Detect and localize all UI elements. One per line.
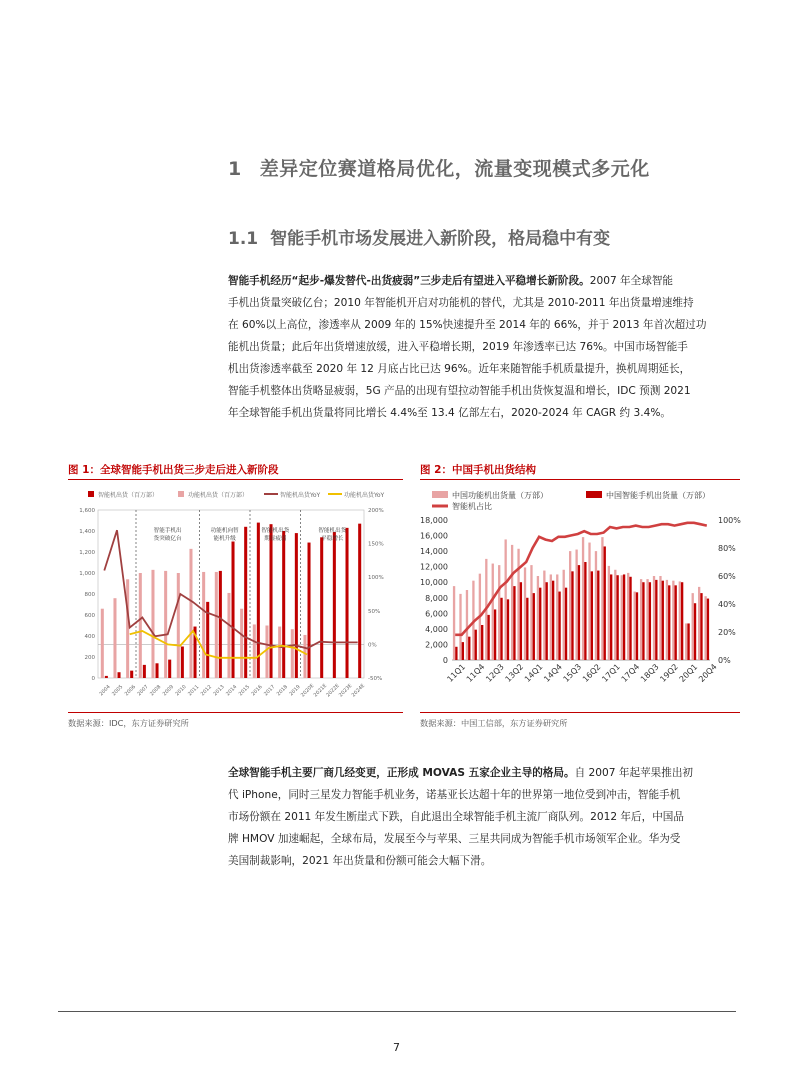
chart2-bar-feature [466,590,468,660]
chart1-bar-smartphone [282,531,285,678]
legend-swatch-feature-phone [178,491,184,497]
chart1-x-tick: 2004 [98,684,112,698]
chart1-right-tick: 200% [368,508,384,514]
paragraph-1 [228,270,738,424]
chart2-bar-feature [569,551,571,660]
chart2-bar-smart [623,574,625,660]
chart1-left-tick: 1,000 [79,571,95,577]
chart2-bar-feature [459,594,461,660]
figure-2-rule [420,479,740,480]
chart1-bar-feature-phone [139,573,142,678]
chart1-right-tick: -50% [368,676,383,682]
legend-label-smartphone-yoy: 智能机出货YoY [280,492,321,499]
chart2-bar-smart [494,609,496,660]
chart2-bar-smart [507,599,509,660]
chart2-bar-feature [608,566,610,660]
chart1-x-tick: 2019 [288,684,302,698]
chart2-x-tick: 17Q4 [619,662,642,684]
chart2-x-tick: 16Q2 [580,662,603,684]
chart1-x-tick: 2024E [350,682,367,699]
paragraph-1-lead: 智能手机经历“起步-爆发替代-出货疲弱”三步走后有望进入平稳增长新阶段。 [228,275,590,287]
chart1-left-tick: 800 [84,592,95,598]
chart1-x-tick: 2008 [149,684,163,698]
chart1-x-tick: 2020E [299,682,316,699]
chart2-x-tick: 17Q1 [600,662,622,684]
chart2-bar-feature [601,537,603,660]
chart2-x-tick: 20Q4 [697,662,719,684]
chart1-bar-smartphone [244,527,247,678]
chart2-bar-smart [610,574,612,660]
chart2-bar-smart [468,637,470,660]
chart2-bar-feature [666,580,668,660]
chart2-bar-feature [614,570,616,660]
chart2-bar-smart [475,630,477,660]
chart2-bar-feature [704,596,706,660]
chart1-x-tick: 2010 [174,684,188,698]
paragraph-1-line: 2007 年全球智能 [589,275,674,287]
chart2-bar-feature [530,565,532,660]
chart2-x-tick: 20Q1 [677,662,700,684]
figure-1-bottom-rule [68,712,403,713]
chart1-bar-smartphone [320,537,323,678]
paragraph-2-line: 代 iPhone，同时三星发力智能手机业务，诺基亚长达超十年的世界第一地位受到冲击，智能手机 [228,789,681,801]
chart2-bar-feature [692,593,694,660]
chart2-bar-smart [604,546,606,660]
chart1-left-tick: 600 [84,613,95,619]
chart1-x-tick: 2009 [161,684,175,698]
legend-label-cn-share: 智能机占比 [452,502,492,511]
chart2-x-tick: 11Q4 [464,662,487,684]
chart1-bar-feature-phone [278,627,281,678]
section-heading-1-number: 1 [228,158,242,180]
chart2-x-tick: 14Q1 [522,662,545,684]
chart2-right-tick: 40% [718,600,736,609]
footer-rule [58,1011,736,1012]
chart2-bar-feature [550,574,552,660]
chart1-right-tick: 0% [368,642,377,649]
section-heading-1 [228,154,650,181]
chart2-left-tick: 6,000 [425,609,448,619]
chart1-phase-label: 功能机向智能机升级 [210,528,239,542]
paragraph-2 [228,762,738,872]
chart2-bar-smart [616,575,618,660]
page-number: 7 [393,1041,400,1054]
chart2-x-tick: 19Q2 [658,662,680,684]
chart2-bar-smart [462,642,464,660]
chart2-bar-smart [700,593,702,660]
chart1-x-tick: 2018 [275,684,289,698]
chart2-bar-smart [687,623,689,660]
chart2-bar-smart [487,615,489,660]
chart2-bar-smart [707,599,709,660]
chart1-bar-feature-phone [291,629,294,678]
chart1-bar-smartphone [168,660,171,678]
chart2-bar-feature [653,576,655,660]
chart2-right-tick: 60% [718,572,736,581]
chart1-bar-smartphone [346,528,349,678]
chart1-bar-smartphone [270,524,273,678]
chart1-bar-feature-phone [151,570,154,678]
chart2-bar-feature [511,545,513,660]
chart2-bar-smart [539,588,541,660]
chart1-bar-feature-phone [101,609,104,678]
chart2-left-tick: 12,000 [420,562,448,572]
chart2-legend [432,490,710,511]
section-heading-1-1-number: 1.1 [228,229,259,249]
chart2-bar-feature [685,623,687,660]
chart1-right-tick: 100% [368,575,384,582]
chart2-bar-feature [575,550,577,660]
chart1-phase-label: 智能手机出货突破亿台 [153,528,182,542]
chart2-bar-smart [668,585,670,660]
chart1-bar-feature-phone [265,626,268,679]
chart1-bar-smartphone [219,571,222,678]
chart1-bar-feature-phone [113,598,116,678]
chart2-bar-smart [500,598,502,660]
chart2-bar-feature [453,586,455,660]
chart1-bar-feature-phone [240,609,243,678]
chart2-right-tick: 80% [718,544,736,553]
chart1-bar-feature-phone [202,572,205,678]
legend-swatch-cn-smart [586,491,602,498]
chart2-bar-smart [546,582,548,660]
chart2-bar-feature [595,551,597,660]
figure-1-title: 图 1：全球智能手机出货三步走后进入新阶段 [68,464,279,476]
chart2-bar-smart [642,582,644,660]
legend-swatch-smartphone [88,491,94,497]
chart2-x-tick: 12Q3 [484,662,506,684]
chart1-bar-smartphone [333,532,336,678]
chart2-bar-feature [505,539,507,660]
chart1-phase-label: 智能机出货期显疲弱 [261,528,290,542]
chart1-bar-feature-phone [227,593,230,678]
chart2-bar-smart [578,565,580,660]
chart1-bar-feature-phone [253,624,256,678]
chart2-left-tick: 0 [442,656,448,665]
figure-2-chart [418,486,743,711]
chart2-bar-smart [481,625,483,660]
chart1-phase-label: 智能机出货平稳增长 [318,528,347,542]
chart2-bar-feature [679,581,681,660]
chart2-bar-feature [582,537,584,660]
chart1-x-tick: 2022E [325,682,341,699]
chart1-x-tick: 2021E [312,682,329,699]
chart2-bar-smart [662,581,664,660]
chart2-bar-feature [556,574,558,660]
chart1-x-tick: 2015 [237,684,251,698]
paragraph-2-lead: 全球智能手机主要厂商几经变更，正形成 MOVAS 五家企业主导的格局。 [228,767,575,779]
chart1-left-tick: 0 [91,676,95,682]
chart2-bar-feature [621,575,623,660]
chart2-bar-smart [597,571,599,660]
chart2-bar-smart [455,647,457,660]
paragraph-2-line: 牌 HMOV 加速崛起，全球布局，发展至今与苹果、三星共同成为智能手机市场领军企业。华为受 [228,833,681,845]
chart1-bar-smartphone [295,533,298,678]
paragraph-1-line: 手机出货量突破亿台；2010 年智能机开启对功能机的替代，尤其是 2010-2011 年出货量增速维持 [228,297,694,309]
chart1-bar-smartphone [358,524,361,678]
figure-1-chart [66,486,406,711]
chart2-bar-feature [524,567,526,660]
chart2-bar-smart [533,593,535,660]
chart1-bar-feature-phone [189,549,192,678]
chart1-x-tick: 2011 [187,684,201,698]
chart1-left-tick: 200 [84,655,95,661]
chart2-bar-smart [694,603,696,660]
legend-label-cn-smart: 中国智能手机出货量（万部） [606,491,710,500]
chart1-x-tick: 2016 [250,684,264,698]
chart2-bar-smart [629,577,631,660]
chart1-right-tick: 50% [368,608,381,615]
chart1-left-tick: 400 [84,634,95,640]
chart2-bar-feature [646,579,648,660]
chart1-x-tick: 2023E [337,682,354,699]
chart1-bar-feature-phone [126,579,129,678]
chart2-bar-feature [563,570,565,660]
chart2-bar-smart [591,571,593,660]
chart2-x-tick: 14Q4 [542,662,564,684]
chart2-right-tick: 100% [718,516,741,525]
paragraph-1-line: 能机出货量；此后年出货增速放缓，进入平稳增长期，2019 年渗透率已达 76%。中国市场智能手 [228,341,688,353]
legend-label-smartphone: 智能机出货（百万部） [98,492,159,499]
chart2-bar-smart [513,586,515,660]
chart2-bar-feature [492,564,494,660]
chart2-bar-feature [517,549,519,660]
chart2-bar-feature [634,592,636,660]
legend-swatch-cn-feature [432,491,448,498]
chart1-x-tick: 2013 [212,684,226,698]
chart2-bar-smart [649,582,651,660]
chart2-bar-feature [537,576,539,660]
chart2-bar-feature [672,581,674,660]
chart2-left-tick: 14,000 [420,547,448,557]
chart2-left-tick: 2,000 [425,640,448,650]
section-heading-1-text: 差异定位赛道格局优化，流量变现模式多元化 [259,158,650,180]
chart1-x-tick: 2006 [123,684,137,698]
chart2-bar-feature [640,579,642,660]
chart2-left-tick: 10,000 [420,578,448,588]
chart1-right-tick: 150% [368,541,384,548]
figure-2-bottom-rule [420,712,740,713]
chart2-bar-smart [681,582,683,660]
chart2-bar-smart [552,581,554,660]
chart1-left-tick: 1,400 [79,529,95,535]
chart2-bar-smart [675,585,677,660]
chart2-left-tick: 4,000 [425,624,448,634]
chart1-x-tick: 2007 [136,684,150,698]
chart1-bar-smartphone [181,647,184,679]
chart1-bar-smartphone [105,676,108,678]
chart2-x-tick: 15Q3 [561,662,584,684]
paragraph-1-line: 年全球智能手机出货量将同比增长 4.4%至 13.4 亿部左右，2020-2024 年 CAGR 约 3.4%。 [228,407,672,419]
chart2-bar-smart [636,592,638,660]
paragraph-2-line: 美国制裁影响，2021 年出货量和份额可能会大幅下滑。 [228,855,492,867]
chart1-bar-feature-phone [215,572,218,678]
chart2-x-tick: 11Q1 [445,662,468,684]
chart2-bar-feature [543,571,545,660]
chart2-left-tick: 8,000 [425,593,448,603]
chart2-bar-feature [627,573,629,660]
chart1-bar-smartphone [156,663,159,678]
chart1-legend [88,491,385,499]
chart1-bar-smartphone [143,665,146,678]
paragraph-2-line: 市场份额在 2011 年发生断崖式下跌，自此退出全球智能手机主流厂商队列。2012 年后，中国品 [228,811,684,823]
legend-label-cn-feature: 中国功能机出货量（万部） [452,491,548,500]
chart1-bar-smartphone [130,671,133,678]
section-heading-1-1 [228,224,610,249]
chart2-bar-smart [520,582,522,660]
chart1-x-tick: 2012 [199,684,213,698]
chart1-left-tick: 1,600 [79,508,95,514]
section-heading-1-1-text: 智能手机市场发展进入新阶段，格局稳中有变 [270,229,611,249]
chart2-left-tick: 16,000 [420,531,448,541]
chart1-bar-smartphone [308,543,311,678]
chart1-left-tick: 1,200 [79,550,95,556]
chart2-right-tick: 0% [718,656,731,665]
chart2-right-tick: 20% [718,628,736,637]
chart1-x-tick: 2017 [263,684,277,698]
chart1-bar-feature-phone [164,571,167,678]
chart2-x-tick: 18Q3 [638,662,661,684]
paragraph-2-line: 自 2007 年起苹果推出初 [574,767,694,779]
chart1-x-tick: 2005 [111,684,125,698]
paragraph-1-line: 在 60%以上高位，渗透率从 2009 年的 15%快速提升至 2014 年的 66%，并于 2013 年首次超过功 [228,319,707,331]
figure-1-source: 数据来源：IDC，东方证券研究所 [68,718,189,728]
chart2-bar-smart [526,598,528,660]
figure-2-title: 图 2：中国手机出货结构 [420,464,536,476]
legend-label-feature-phone: 功能机出货（百万部） [188,492,249,499]
chart2-bar-smart [571,571,573,660]
chart2-bar-feature [698,587,700,660]
chart1-bar-feature-phone [303,635,306,678]
legend-label-feature-yoy: 功能机出货YoY [344,492,385,499]
chart2-bar-feature [588,543,590,660]
chart2-bar-smart [584,562,586,660]
chart2-left-tick: 18,000 [420,516,448,525]
chart2-x-tick: 13Q2 [503,662,526,684]
figure-1-rule [68,479,403,480]
chart2-bar-feature [498,565,500,660]
chart2-bar-smart [655,580,657,660]
figure-2-source: 数据来源：中国工信部，东方证券研究所 [420,718,568,728]
chart1-bar-feature-phone [177,573,180,678]
chart2-bar-smart [565,588,567,660]
chart2-bar-smart [558,592,560,660]
chart1-x-tick: 2014 [225,684,239,698]
paragraph-1-line: 机出货渗透率截至 2020 年 12 月底占比已达 96%。近年来随智能手机质量提升，换机周期延长， [228,363,691,375]
chart2-bar-feature [659,576,661,660]
chart1-bar-smartphone [118,672,121,678]
paragraph-1-line: 智能手机整体出货略显疲弱，5G 产品的出现有望拉动智能手机出货恢复温和增长，IDC 预测 2021 [228,385,691,397]
